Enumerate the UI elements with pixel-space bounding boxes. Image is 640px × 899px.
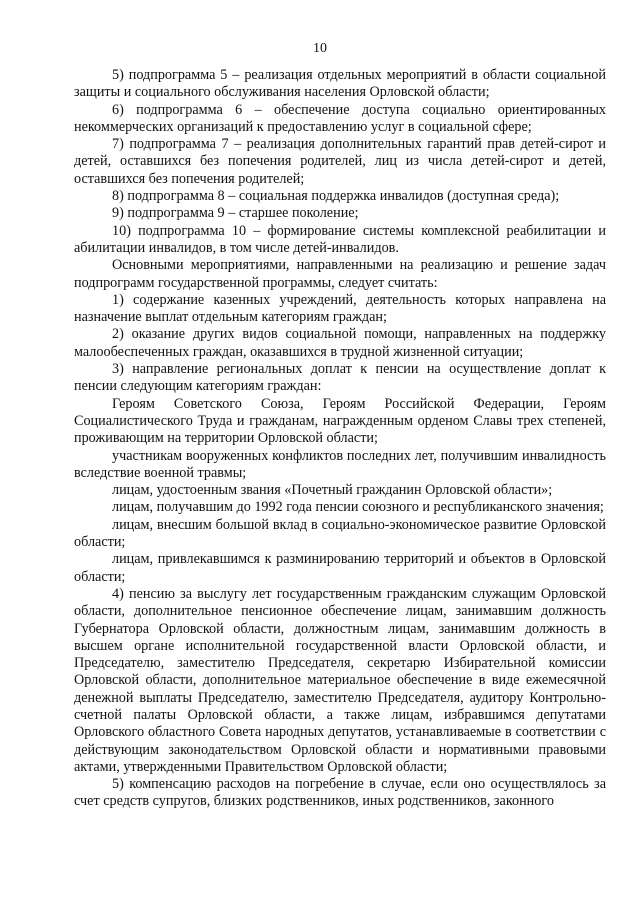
paragraph-subprogram-8: 8) подпрограмма 8 – социальная поддержка инвалидов (доступная среда); (112, 188, 560, 205)
paragraph-activity-3: 3) направление региональных доплат к пенсии на осуществление доплат к пенсии следующим категориям граждан: (74, 361, 606, 395)
paragraph-activity-2: 2) оказание других видов социальной помощи, направленных на поддержку малообеспеченных граждан, оказавшихся в трудной жизненной ситуации; (74, 326, 606, 360)
paragraph-subprogram-9: 9) подпрограмма 9 – старшее поколение; (112, 205, 359, 222)
paragraph-category-demining: лицам, привлекавшимся к разминированию территорий и объектов в Орловской области; (74, 551, 606, 585)
paragraph-category-veterans: участникам вооруженных конфликтов последних лет, получившим инвалидность вследствие военной травмы; (74, 447, 606, 481)
paragraph-category-honorary-citizens: лицам, удостоенным звания «Почетный гражданин Орловской области»; (112, 482, 553, 499)
paragraph-subprogram-7: 7) подпрограмма 7 – реализация дополнительных гарантий прав детей-сирот и детей, оставшихся без попечения родителей, лиц из числа детей-сирот и детей, оставшихся без попечения родителей; (74, 136, 606, 187)
paragraph-subprogram-6: 6) подпрограмма 6 – обеспечение доступа социально ориентированных некоммерческих организаций к предоставлению услуг в социальной сфере; (74, 101, 606, 135)
paragraph-category-contribution: лицам, внесшим большой вклад в социально-экономическое развитие Орловской области; (74, 516, 606, 551)
paragraph-category-union-pensions: лицам, получавшим до 1992 года пенсии союзного и республиканского значения; (112, 499, 604, 516)
paragraph-category-heroes: Героям Советского Союза, Героям Российской Федерации, Героям Социалистического Труда и гражданам, награжденным орденом Славы трех степеней, проживающим на территории Орловской области; (74, 395, 606, 447)
page-number: 10 (313, 41, 327, 56)
paragraph-main-activities-intro: Основными мероприятиями, направленными на реализацию и решение задач подпрограмм государственной программы, следует считать: (74, 257, 606, 291)
paragraph-activity-1: 1) содержание казенных учреждений, деятельность которых направлена на назначение выплат отдельным категориям граждан; (74, 291, 606, 326)
paragraph-activity-5: 5) компенсацию расходов на погребение в случае, если оно осуществлялось за счет средств супругов, близких родственников, иных родственников, законного (74, 776, 606, 810)
paragraph-activity-4: 4) пенсию за выслугу лет государственным гражданским служащим Орловской области, дополнительное пенсионное обеспечение лицам, занимавшим должность Губернатора Орловской области, должностным лицам, занимавшим должность в высшем органе исполнительной государственной власти Орловской области, и Председателю, заместителю Председателя, секретарю Избирательной комиссии Орловской области, дополнительное материальное обеспечение в виде ежемесячной денежной выплаты Председателю, заместителю Председателя, аудитору Контрольно-счетной палаты Орловской области, а также лицам, избравшимся депутатами Орловского областного Совета народных депутатов, устанавливаемые в соответствии с действующим законодательством Орловской области и нормативными правовыми актами, утвержденными Правительством Орловской области; (74, 585, 606, 775)
document-body (74, 67, 606, 811)
paragraph-subprogram-10: 10) подпрограмма 10 – формирование системы комплексной реабилитации и абилитации инвалидов, в том числе детей-инвалидов. (74, 222, 606, 256)
paragraph-subprogram-5: 5) подпрограмма 5 – реализация отдельных мероприятий в области социальной защиты и социального обслуживания населения Орловской области; (74, 67, 606, 101)
